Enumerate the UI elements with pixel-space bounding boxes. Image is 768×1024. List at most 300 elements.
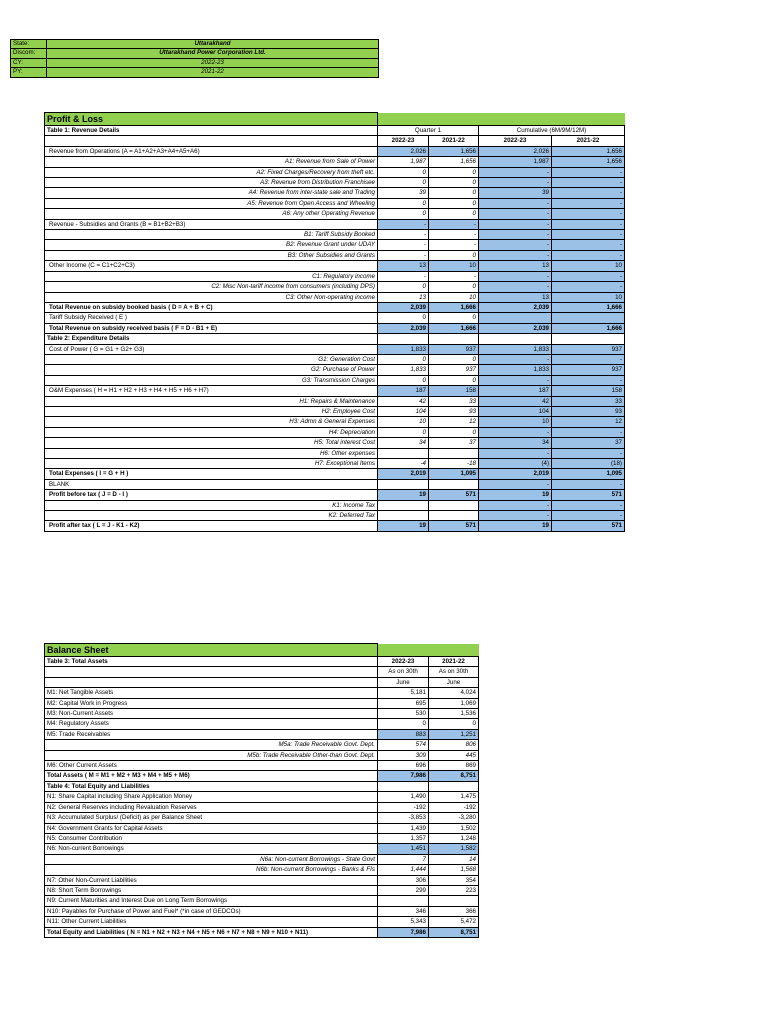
row-label: N6: Non-current Borrowings [45,844,378,854]
row-label: Profit before tax ( J = D - I ) [45,490,378,500]
row-value: 42 [378,396,429,406]
col-subheader: June [429,677,479,687]
row-label: Tariff Subsidy Received ( E ) [45,313,378,323]
row-value: 1,251 [429,729,479,739]
row-value: - [552,209,625,219]
table-row [45,167,625,177]
row-value: - [479,479,552,489]
row-value [378,511,429,521]
row-value: 1,444 [378,865,429,875]
row-value: 104 [479,406,552,416]
row-label: Revenue from Operations (A = A1+A2+A3+A4+A5+A6) [45,146,378,156]
row-value: 1,666 [429,323,479,333]
row-label: M3: Non-Current Assets [45,709,378,719]
row-label: O&M Expenses ( H = H1 + H2 + H3 + H4 + H5 + H6 + H7) [45,386,378,396]
row-value: 1,490 [378,792,429,802]
row-value: 10 [429,261,479,271]
row-value: 5,472 [429,917,479,927]
row-value: - [429,230,479,240]
row-label: BLANK [45,479,378,489]
table-row [45,240,625,250]
row-value: 10 [378,417,429,427]
table-row [45,375,625,385]
row-value: -192 [429,802,479,812]
row-value [378,334,429,344]
row-label: G1: Generation Cost [45,354,378,364]
table-row [45,146,625,156]
table-row [45,698,479,708]
row-label: B3: Other Subsidies and Grants [45,250,378,260]
row-value [429,448,479,458]
row-value: 571 [552,521,625,531]
row-label: N8: Short Term Borrowings [45,885,378,895]
row-label: M1: Net Tangible Assets [45,688,378,698]
row-value: - [429,271,479,281]
row-value: 0 [429,375,479,385]
row-label: H3: Admn & General Expenses [45,417,378,427]
col-subheader: June [378,677,429,687]
row-value [429,479,479,489]
table-row [45,781,479,791]
row-value: 14 [429,854,479,864]
row-label: Total Revenue on subsidy booked basis ( D = A + B + C) [45,302,378,312]
table-row [45,833,479,843]
row-value: 187 [479,386,552,396]
row-value: - [479,167,552,177]
row-value: - [479,219,552,229]
row-value: - [552,511,625,521]
info-value: Uttarakhand [47,40,379,49]
table-row [45,740,479,750]
row-value: - [479,375,552,385]
row-value: - [552,230,625,240]
cumulative-header: Cumulative (6M/9M/12M) [479,126,625,136]
row-value [552,334,625,344]
row-label: H4: Depreciation [45,427,378,437]
balance-sheet-title: Balance Sheet [45,644,378,657]
table-row [45,282,625,292]
row-label: A4: Revenue from inter-state sale and Trading [45,188,378,198]
row-label: N9: Current Maturities and Interest Due on Long Term Borrowings [45,896,378,906]
row-value: 0 [378,313,429,323]
row-value [429,500,479,510]
info-label: State: [11,40,47,49]
table-row [45,209,625,219]
row-value: (18) [552,459,625,469]
row-value: 2,019 [378,469,429,479]
row-label: Cost of Power ( G = G1 + G2+ G3) [45,344,378,354]
table-row [45,354,625,364]
table-row [45,844,479,854]
row-value: 530 [378,709,429,719]
row-value: - [479,500,552,510]
row-value: 13 [378,261,429,271]
row-value: 0 [429,188,479,198]
table-row [45,417,625,427]
row-label: A3: Revenue from Distribution Franchisee [45,178,378,188]
row-value: 34 [378,438,429,448]
row-value: 5,181 [378,688,429,698]
row-value: -18 [429,459,479,469]
row-value: 695 [378,698,429,708]
row-value: 7,986 [378,771,429,781]
row-value: 223 [429,885,479,895]
row-value [479,334,552,344]
table-row [45,511,625,521]
row-value: 19 [479,521,552,531]
table-row [45,302,625,312]
row-value: 1,568 [429,865,479,875]
row-value: - [552,250,625,260]
row-value: - [378,219,429,229]
row-value: 10 [479,417,552,427]
table-row [45,427,625,437]
row-value: 39 [479,188,552,198]
table-row [45,709,479,719]
row-value: - [552,167,625,177]
row-value: 37 [552,438,625,448]
table-row [45,927,479,937]
row-value [479,313,552,323]
row-value: 104 [378,406,429,416]
col-header: 2022-23 [479,136,552,146]
row-label: N6b: Non-current Borrowings - Banks & FIs [45,865,378,875]
table1-title: Table 1: Revenue Details [45,126,378,136]
row-label: N5: Consumer Contribution [45,833,378,843]
row-value: 574 [378,740,429,750]
row-label: K2: Deferred Tax [45,511,378,521]
row-value: 806 [429,740,479,750]
row-value: 0 [378,167,429,177]
row-value: - [552,427,625,437]
row-value: - [552,282,625,292]
row-value: 0 [378,719,429,729]
row-label: N4: Government Grants for Capital Assets [45,823,378,833]
row-value: 2,026 [378,146,429,156]
row-value: 1,536 [429,709,479,719]
table-row [45,750,479,760]
row-label: G3: Transmission Charges [45,375,378,385]
row-value: 0 [429,427,479,437]
row-value: - [552,354,625,364]
row-value: 0 [378,375,429,385]
row-value [378,448,429,458]
table-row [45,771,479,781]
row-value: - [479,240,552,250]
row-value: 1,451 [378,844,429,854]
table-row [45,719,479,729]
row-value: 1,833 [378,344,429,354]
table-row [45,917,479,927]
table-row [45,823,479,833]
table-row [45,344,625,354]
row-label: A2: Fixed Charges/Recovery from theft etc. [45,167,378,177]
row-value: - [479,178,552,188]
row-value: 13 [479,261,552,271]
row-value: 2,019 [479,469,552,479]
row-value: 158 [552,386,625,396]
row-value: 1,502 [429,823,479,833]
table-row [45,188,625,198]
table-row [45,406,625,416]
row-value: - [552,479,625,489]
row-value: - [552,375,625,385]
row-value: 33 [552,396,625,406]
row-value: - [378,250,429,260]
row-value: 13 [479,292,552,302]
row-value: 366 [429,906,479,916]
row-value: 696 [378,761,429,771]
row-value: 19 [479,490,552,500]
info-row [11,40,379,49]
row-value: 0 [378,198,429,208]
row-value: 8,751 [429,927,479,937]
row-label: H2: Employee Cost [45,406,378,416]
row-value [429,511,479,521]
row-value: - [479,427,552,437]
row-value: 93 [429,406,479,416]
table-row [45,802,479,812]
row-value: 1,833 [479,344,552,354]
table-row [45,500,625,510]
row-value: 1,095 [429,469,479,479]
row-value: 883 [378,729,429,739]
row-value: 1,582 [429,844,479,854]
row-label: H1: Repairs & Maintenance [45,396,378,406]
row-label: N3: Accumulated Surplus/ (Deficit) as per Balance Sheet [45,813,378,823]
row-value: - [378,240,429,250]
row-label: N6a: Non-current Borrowings - State Govt [45,854,378,864]
row-value: 1,666 [429,302,479,312]
table-row [45,323,625,333]
row-label: A1: Revenue from Sale of Power [45,157,378,167]
row-value: 0 [378,427,429,437]
info-value: 2021-22 [47,68,379,77]
row-value: 1,833 [378,365,429,375]
table-row [45,885,479,895]
row-value: 33 [429,396,479,406]
row-label: K1: Income Tax [45,500,378,510]
table-row [45,157,625,167]
row-value: 0 [429,198,479,208]
row-value: 187 [378,386,429,396]
col-subheader: As on 30th [429,667,479,677]
row-value: 0 [378,178,429,188]
row-value: 1,656 [429,157,479,167]
row-label: N2: General Reserves including Revaluation Reserves [45,802,378,812]
row-value: - [552,198,625,208]
row-value: - [552,188,625,198]
row-value [378,500,429,510]
table-row [45,271,625,281]
row-label: Total Assets ( M = M1 + M2 + M3 + M4 + M5 + M6) [45,771,378,781]
row-value: 4,024 [429,688,479,698]
row-label: M5a: Trade Receivable Govt. Dept. [45,740,378,750]
row-label: B1: Tariff Subsidy Booked [45,230,378,240]
info-value: Uttarakhand Power Corporation Ltd. [47,49,379,58]
row-value: 869 [429,761,479,771]
row-value: - [552,448,625,458]
row-value: 7,986 [378,927,429,937]
row-value: 12 [552,417,625,427]
row-value: 937 [552,344,625,354]
col-header: 2021-22 [429,136,479,146]
col-subheader: As on 30th [378,667,429,677]
row-value: -3,853 [378,813,429,823]
row-value: 0 [429,313,479,323]
table-row [45,178,625,188]
row-value: 5,343 [378,917,429,927]
row-value: 354 [429,875,479,885]
row-value: 93 [552,406,625,416]
table-row [45,386,625,396]
row-value: 1,069 [429,698,479,708]
row-label: Total Expenses ( I = G + H ) [45,469,378,479]
row-value: - [479,282,552,292]
row-value: 19 [378,490,429,500]
row-label: N10: Payables for Purchase of Power and Fuel* (*in case of GEDCOs) [45,906,378,916]
table-row [45,479,625,489]
row-value: 306 [378,875,429,885]
row-value: 571 [552,490,625,500]
row-label: Profit after tax ( L = J - K1 - K2) [45,521,378,531]
row-value: - [378,230,429,240]
table-row [45,261,625,271]
row-value: 0 [429,354,479,364]
row-value: - [479,511,552,521]
table-row [45,469,625,479]
col-header: 2021-22 [429,657,479,667]
table-row [45,396,625,406]
row-value: 2,039 [479,302,552,312]
row-value [378,781,429,791]
row-value: 937 [552,365,625,375]
row-value: - [429,219,479,229]
info-row [11,49,379,58]
table-row [45,250,625,260]
row-value: 937 [429,344,479,354]
row-label: Table 2: Expenditure Details [45,334,378,344]
row-value [429,334,479,344]
row-value: 37 [429,438,479,448]
row-value: - [479,230,552,240]
table-row [45,334,625,344]
table-row [45,490,625,500]
row-value: 0 [429,167,479,177]
row-value: 1,656 [552,157,625,167]
info-row [11,58,379,67]
info-label: CY: [11,58,47,67]
row-value: 1,248 [429,833,479,843]
col-header: 2022-23 [378,657,429,667]
row-value: -3,280 [429,813,479,823]
row-value: 571 [429,490,479,500]
table3-title: Table 3: Total Assets [45,657,378,667]
table-row [45,875,479,885]
row-value: 346 [378,906,429,916]
row-value: 1,357 [378,833,429,843]
row-value: 0 [378,209,429,219]
row-value: 0 [429,178,479,188]
table-row [45,521,625,531]
row-value: 10 [552,261,625,271]
row-value: 1,987 [479,157,552,167]
row-label: Table 4: Total Equity and Liabilities [45,781,378,791]
row-label: M5: Trade Receivables [45,729,378,739]
row-value: - [429,240,479,250]
table-row [45,896,479,906]
row-value: - [552,219,625,229]
table-row [45,365,625,375]
row-value: 8,751 [429,771,479,781]
row-label: H7: Exceptional Items [45,459,378,469]
row-value: 937 [429,365,479,375]
table-row [45,792,479,802]
row-value: -4 [378,459,429,469]
row-value: 299 [378,885,429,895]
table-row [45,865,479,875]
row-label: N7: Other Non-Current Liabilities [45,875,378,885]
row-value: - [378,271,429,281]
table-row [45,729,479,739]
row-value: 10 [552,292,625,302]
row-value: 0 [429,250,479,260]
row-label: G2: Purchase of Power [45,365,378,375]
row-value: 34 [479,438,552,448]
table-row [45,459,625,469]
row-value: - [479,354,552,364]
row-label: M2: Capital Work in Progress [45,698,378,708]
row-value: 1,475 [429,792,479,802]
row-value: 0 [429,282,479,292]
row-value: 1,987 [378,157,429,167]
row-label: M6: Other Current Assets [45,761,378,771]
table-row [45,813,479,823]
table-row [45,438,625,448]
row-label: B2: Revenue Grant under UDAY [45,240,378,250]
info-label: Discom: [11,49,47,58]
row-value: 0 [378,282,429,292]
col-header: 2021-22 [552,136,625,146]
row-value [378,479,429,489]
col-header: 2022-23 [378,136,429,146]
row-label: M4: Regulatory Assets [45,719,378,729]
row-value: 0 [429,719,479,729]
table-row [45,198,625,208]
row-value: 1,439 [378,823,429,833]
row-value [552,313,625,323]
table-row [45,230,625,240]
row-value: - [479,209,552,219]
info-label: PY: [11,68,47,77]
row-value: 2,039 [378,323,429,333]
row-value: 42 [479,396,552,406]
row-label: H5: Total interest Cost [45,438,378,448]
row-value: 1,666 [552,302,625,312]
table-row [45,761,479,771]
row-value: -192 [378,802,429,812]
row-value: 1,833 [479,365,552,375]
table-row [45,688,479,698]
profit-loss-table [44,112,625,532]
row-value: 13 [378,292,429,302]
quarter-header: Quarter 1 [378,126,479,136]
row-value: 1,656 [429,146,479,156]
row-value [429,781,479,791]
row-value: 1,666 [552,323,625,333]
row-label: Revenue - Subsidies and Grants (B = B1+B2+B3) [45,219,378,229]
row-value: - [552,178,625,188]
